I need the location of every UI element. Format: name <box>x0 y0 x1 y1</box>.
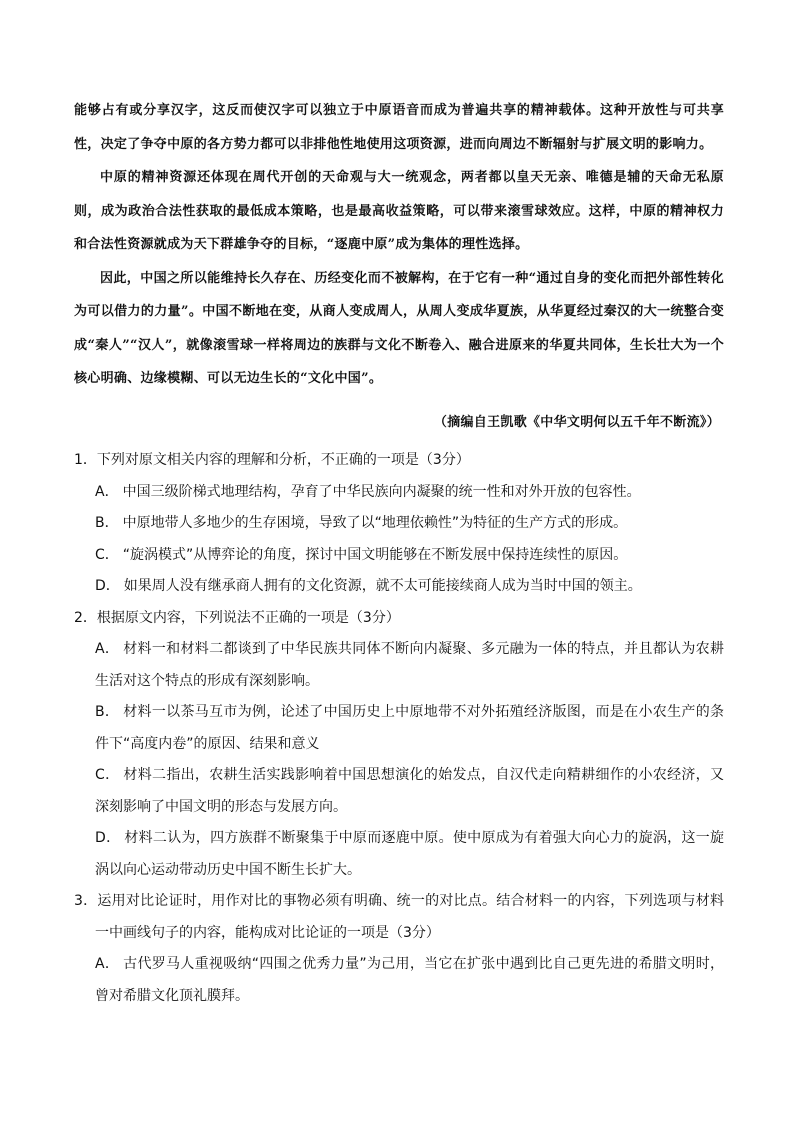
option-d <box>74 571 724 603</box>
source-citation: （摘编自王凯歌《中华文明何以五千年不断流》） <box>433 415 720 430</box>
question-text: 运用对比论证时，用作对比的事物必须有明确、统一的对比点。结合材料一的内容，下列选项与材料一中画线句子的内容，能构成对比论证的一项是（3分） <box>95 893 724 941</box>
passage-paragraph-1: 能够占有或分享汉字，这反而使汉字可以独立于中原语音而成为普遍共享的精神载体。这种开放性与可共享性，决定了争夺中原的各方势力都可以非排他性地使用这项资源，进而向周边不断辐射与扩展文明的影响力。 <box>74 103 724 152</box>
question-number: 2． <box>74 609 97 626</box>
question-text: 根据原文内容，下列说法不正确的一项是（3分） <box>96 609 400 626</box>
option-label: D． <box>95 830 121 846</box>
question-stem <box>74 445 724 477</box>
question-list <box>74 445 724 1012</box>
question-stem <box>74 886 724 949</box>
option-text: 中国三级阶梯式地理结构，孕育了中华民族向内凝聚的统一性和对外开放的包容性。 <box>122 483 641 500</box>
option-label: B． <box>95 704 120 720</box>
option-c <box>74 760 724 823</box>
option-text: 材料二指出，农耕生活实践影响着中国思想演化的始发点，自汉代走向精耕细作的小农经济，又深刻影响了中国文明的形态与发展方向。 <box>95 767 724 815</box>
option-a <box>74 477 724 509</box>
question-stem <box>74 603 724 635</box>
reading-passage <box>74 94 724 396</box>
option-label: C． <box>95 767 120 783</box>
option-a <box>74 634 724 697</box>
question-2 <box>74 603 724 887</box>
option-label: C． <box>95 546 119 563</box>
option-b <box>74 508 724 540</box>
option-label: A． <box>95 483 119 500</box>
question-number: 3． <box>74 893 98 909</box>
passage-paragraph-3: 因此，中国之所以能维持长久存在、历经变化而不被解构，在于它有一种“通过自身的变化而把外部性转化为可以借力的力量”。中国不断地在变，从商人变成周人，从周人变成华夏族，从华夏经过秦汉的大一统整合变成“秦人”“汉人”，就像滚雪球一样将周边的族群与文化不断卷入、融合进原来的华夏共同体，生长壮大为一个核心明确、边缘模糊、可以无边生长的“文化中国”。 <box>74 270 724 386</box>
option-text: “旋涡模式”从博弈论的角度，探讨中国文明能够在不断发展中保持连续性的原因。 <box>122 546 628 563</box>
question-3 <box>74 886 724 1012</box>
question-text: 下列对原文相关内容的理解和分析，不正确的一项是（3分） <box>96 452 470 468</box>
option-label: D． <box>95 578 120 594</box>
question-number: 1． <box>74 452 97 468</box>
option-text: 中原地带人多地少的生存困境，导致了以“地理依赖性”为特征的生产方式的形成。 <box>122 515 628 531</box>
question-1 <box>74 445 724 603</box>
option-label: B． <box>95 515 119 531</box>
option-text: 材料一以茶马互市为例，论述了中国历史上中原地带不对外拓殖经济版图，而是在小农生产的条件下“高度内卷”的原因、结果和意义 <box>95 704 724 752</box>
option-c <box>74 540 724 572</box>
option-b <box>74 697 724 760</box>
option-label: A． <box>95 956 120 972</box>
option-text: 古代罗马人重视吸纳“四围之优秀力量”为己用，当它在扩张中遇到比自己更先进的希腊文明时，曾对希腊文化顶礼膜拜。 <box>95 956 724 1004</box>
option-d <box>74 823 724 886</box>
option-text: 材料一和材料二都谈到了中华民族共同体不断向内凝聚、多元融为一体的特点，并且都认为农耕生活对这个特点的形成有深刻影响。 <box>95 641 724 689</box>
option-a <box>74 949 724 1012</box>
option-label: A． <box>95 641 120 657</box>
passage-paragraph-2: 中原的精神资源还体现在周代开创的天命观与大一统观念，两者都以皇天无亲、唯德是辅的天命无私原则，成为政治合法性获取的最低成本策略，也是最高收益策略，可以带来滚雪球效应。这样，中原的精神权力和合法性资源就成为天下群雄争夺的目标，“逐鹿中原”成为集体的理性选择。 <box>74 170 724 252</box>
option-text: 如果周人没有继承商人拥有的文化资源，就不太可能接续商人成为当时中国的领主。 <box>123 578 642 594</box>
option-text: 材料二认为，四方族群不断聚集于中原而逐鹿中原。使中原成为有着强大向心力的旋涡，这一旋涡以向心运动带动历史中国不断生长扩大。 <box>95 830 725 878</box>
